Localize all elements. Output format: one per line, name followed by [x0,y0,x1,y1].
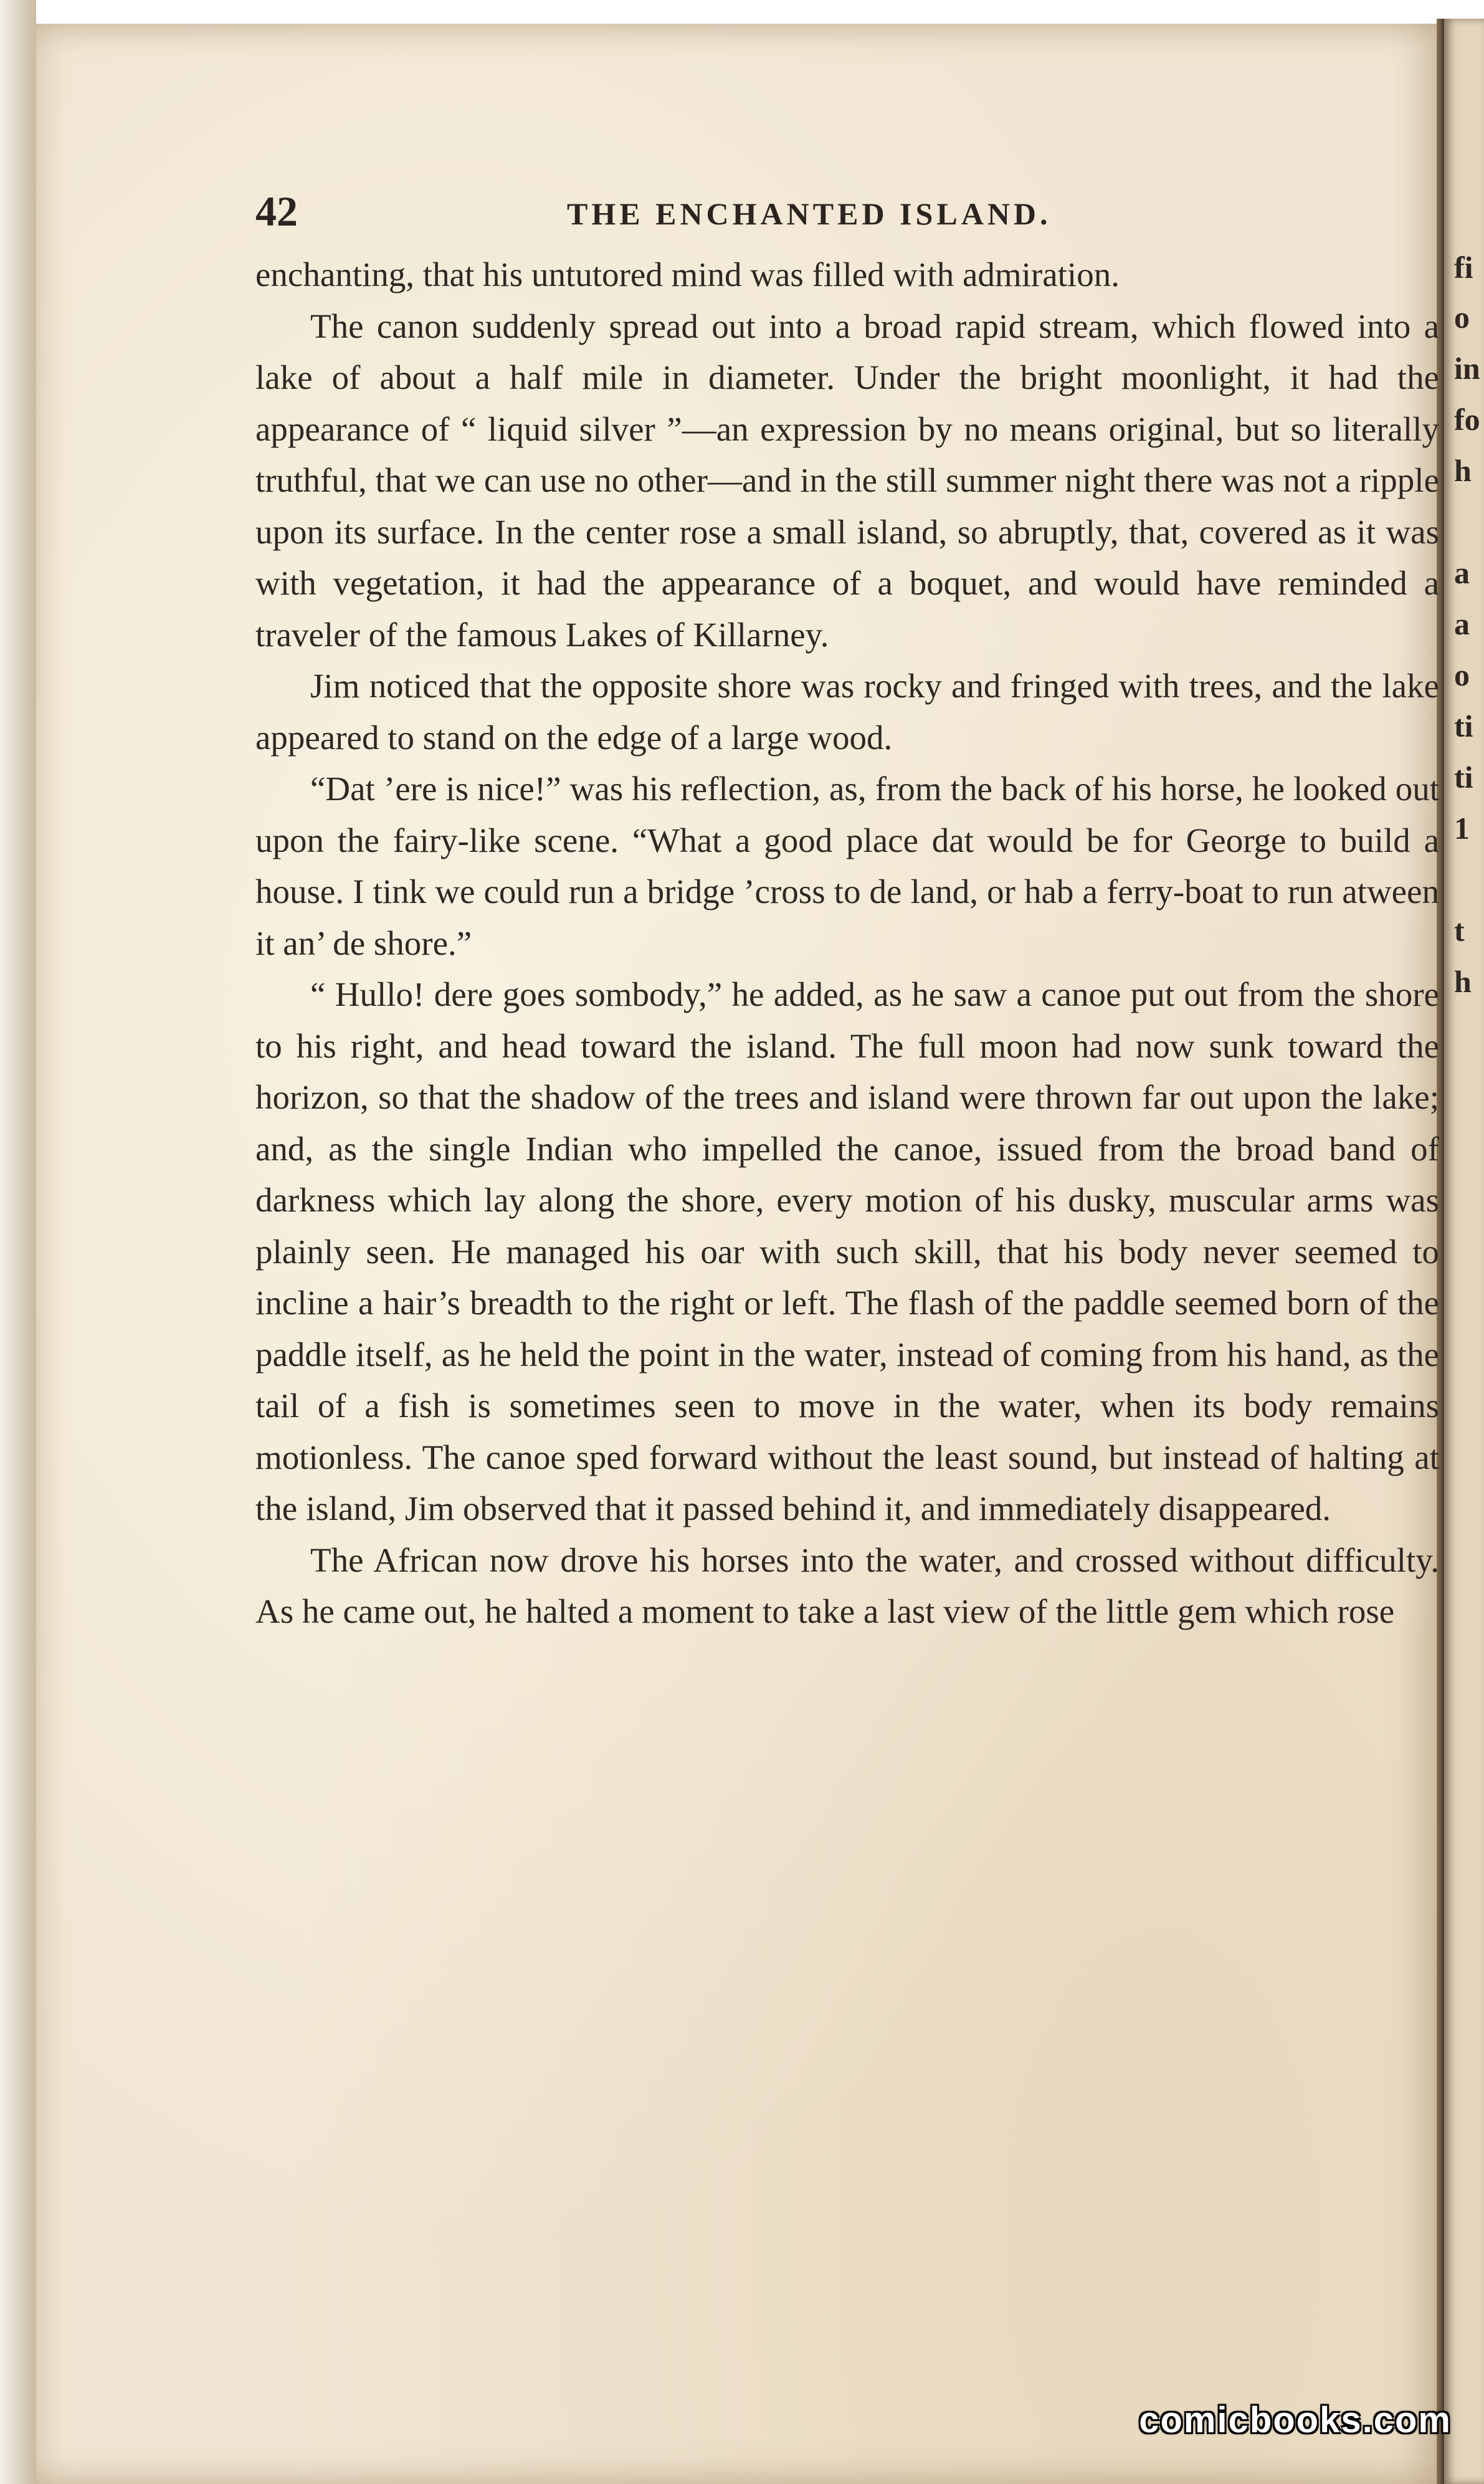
next-page-fragment: ti [1454,709,1473,743]
next-page-fragment: t [1454,913,1465,948]
next-page-fragment: o [1454,657,1470,692]
next-page-fragment: 1 [1454,811,1470,846]
paragraph: “ Hullo! dere goes sombody,” he added, as he saw a canoe put out from the shore to his right, and head toward the island. The full moon had now sunk toward the horizon, so that the shadow of the trees and island were thrown far out upon the lake; and, as the single Indian who impelled the canoe, issued from the broad band of darkness which lay along the shore, every motion of his dusky, muscular arms was plainly seen. He managed his oar with such skill, that his body never seemed to incline a hair’s breadth to the right or left. The flash of the paddle seemed born of the paddle itself, as he held the point in the water, instead of coming from his hand, as the tail of a fish is sometimes seen to move in the water, when its body remains motionless. The canoe sped forward without the least sound, but instead of halting at the island, Jim observed that it passed behind it, and immediately disappeared. [255,975,1439,1527]
paragraph: “Dat ’ere is nice!” was his reflection, as, from the back of his horse, he looked out upon the fairy-like scene. “What a good place dat would be for George to build a house. I tink we could run a bridge ’cross to de land, or hab a ferry-boat to run atween it an’ de shore.” [255,770,1439,962]
watermark: comicbooks.com [1139,2400,1452,2440]
next-page-edge [1444,19,1484,2484]
paragraph: Jim noticed that the opposite shore was rocky and fringed with trees, and the lake appeared to stand on the edge of a large wood. [255,667,1439,757]
next-page-fragment: h [1454,453,1472,488]
page-header [255,187,1439,243]
next-page-fragment: fi [1454,250,1473,285]
page-number: 42 [255,188,298,235]
next-page-fragment: o [1454,300,1470,335]
running-head: THE ENCHANTED ISLAND. [567,196,1052,231]
paragraph: The canon suddenly spread out into a broad rapid stream, which flowed into a lake of about a half mile in diameter. Under the bright moonlight, it had the appearance of “ liquid silver ”—an expression by no means original, but so literally truthful, that we can use no other—and in the still summer night there was not a ripple upon its surface. In the center rose a small island, so abruptly, that, covered as it was with vegetation, it had the appearance of a boquet, and would have reminded a traveler of the famous Lakes of Killarney. [255,307,1439,654]
paragraph-continued: enchanting, that his untutored mind was filled with admiration. [255,256,1120,294]
next-page-fragment: h [1454,964,1472,999]
scan-left-edge [0,0,36,2484]
next-page-fragment: in [1454,351,1480,386]
paragraph: The African now drove his horses into the water, and crossed without difficulty. As he came out, he halted a moment to take a last view of the little gem which rose [255,1541,1439,1630]
next-page-fragment: ti [1454,760,1473,795]
next-page-fragment: a [1454,555,1470,590]
page-body [255,249,1439,1638]
next-page-fragment: fo [1454,402,1480,437]
next-page-fragment: a [1454,606,1470,641]
scan-top-edge [0,0,1484,25]
